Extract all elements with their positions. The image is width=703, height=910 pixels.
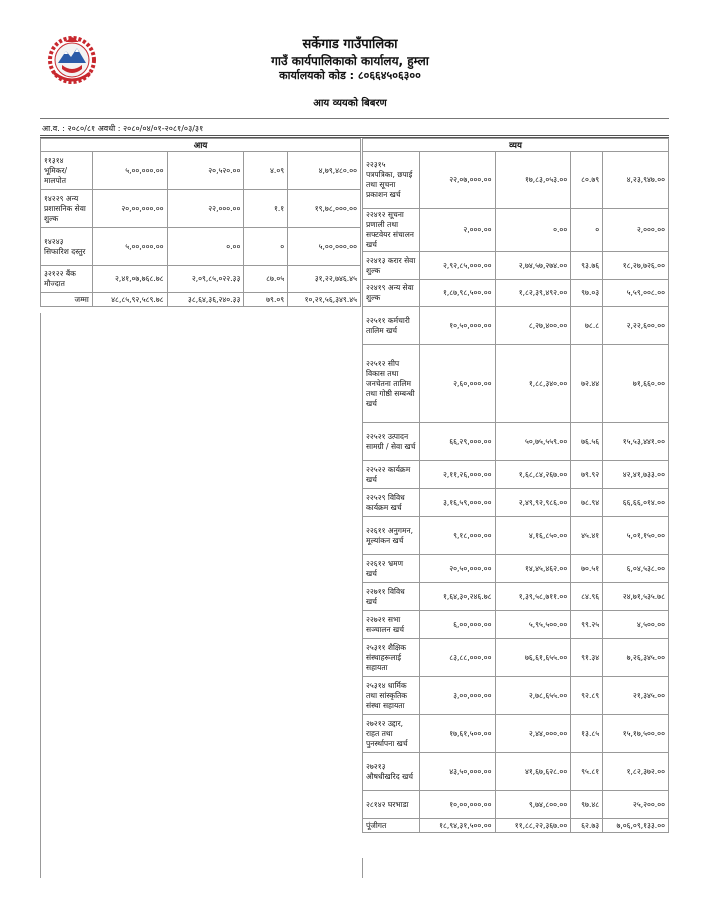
balance-cell: ५,००,०००.००: [288, 228, 361, 266]
row-label: २२६१२ भ्रमण खर्च: [363, 555, 420, 583]
actual-cell: ५०,७५,५५९.००: [495, 423, 571, 461]
total-label: जम्मा: [41, 293, 93, 307]
actual-cell: ४,१६,८५०.००: [495, 517, 571, 555]
expense-total-row: [363, 819, 669, 833]
balance-cell: २,०००.००: [603, 209, 669, 252]
actual-cell: २०,५२०.००: [167, 152, 244, 190]
actual-cell: ७६,६१,६५५.००: [495, 639, 571, 677]
table-row: [363, 715, 669, 753]
expense-heading-row: [363, 139, 669, 152]
balance-cell: ३१,२२,७४६.४५: [288, 266, 361, 293]
nepal-government-emblem-icon: [46, 33, 98, 85]
table-row: [363, 280, 669, 307]
percent-cell: ९१.३४: [571, 639, 603, 677]
balance-cell: ४,२३,९४७.००: [603, 152, 669, 209]
balance-cell: ४२,४१,७३३.००: [603, 461, 669, 489]
actual-cell: ११,८८,२२,३६७.००: [495, 819, 571, 833]
budget-cell: ९,१८,०००.००: [419, 517, 495, 555]
section-border: [40, 313, 41, 878]
percent-cell: ८७.०५: [244, 266, 288, 293]
actual-cell: २,४९,९२,९८६.००: [495, 489, 571, 517]
balance-cell: ४,५००.००: [603, 611, 669, 639]
table-row: [363, 345, 669, 423]
percent-cell: ९३.७६: [571, 252, 603, 280]
budget-cell: २२,०७,०००.००: [419, 152, 495, 209]
table-row: [41, 190, 361, 228]
budget-cell: १,८७,९८,५००.००: [419, 280, 495, 307]
actual-cell: १,३९,५८,७११.००: [495, 583, 571, 611]
actual-cell: १७,८३,०५३.००: [495, 152, 571, 209]
budget-cell: २,६०,०००.००: [419, 345, 495, 423]
balance-cell: ५,०१,१५०.००: [603, 517, 669, 555]
section-border: [362, 858, 363, 878]
balance-cell: ७१,६६०.००: [603, 345, 669, 423]
table-row: [41, 152, 361, 190]
percent-cell: ९२.८९: [571, 677, 603, 715]
total-label: पूंजीगत: [363, 819, 420, 833]
budget-cell: १८,९४,३१,५००.००: [419, 819, 495, 833]
table-row: [363, 489, 669, 517]
row-label: २२७२१ सभा सञ्चालन खर्च: [363, 611, 420, 639]
income-heading-row: [41, 139, 361, 152]
table-row: [41, 228, 361, 266]
office-name: गाउँ कार्यपालिकाको कार्यालय, हुम्ला: [271, 54, 429, 68]
budget-cell: २,११,२६,०००.००: [419, 461, 495, 489]
row-label: २२५२२ कार्यक्रम खर्च: [363, 461, 420, 489]
percent-cell: ७८.९४: [571, 489, 603, 517]
table-row: [363, 555, 669, 583]
row-label: २२५११ कर्मचारी तालिम खर्च: [363, 307, 420, 345]
table-row: [363, 461, 669, 489]
row-label: २२७११ विविध खर्च: [363, 583, 420, 611]
balance-cell: २५,२००.००: [603, 791, 669, 819]
percent-cell: ७६.५६: [571, 423, 603, 461]
budget-cell: १७,६१,५००.००: [419, 715, 495, 753]
table-row: [363, 611, 669, 639]
table-row: [363, 307, 669, 345]
municipality-name: सर्केगाड गाउँपालिका: [302, 37, 398, 52]
percent-cell: ४५.४१: [571, 517, 603, 555]
percent-cell: ०: [571, 209, 603, 252]
budget-cell: ३,००,०००.००: [419, 677, 495, 715]
budget-cell: २,९२,८५,०००.००: [419, 252, 495, 280]
table-row: [363, 753, 669, 791]
balance-cell: २,२२,६००.००: [603, 307, 669, 345]
balance-cell: १८,२७,७२६.००: [603, 252, 669, 280]
table-row: [363, 517, 669, 555]
actual-cell: ४१,६७,६२८.००: [495, 753, 571, 791]
actual-cell: ८,२७,४००.००: [495, 307, 571, 345]
percent-cell: ६२.७३: [571, 819, 603, 833]
balance-cell: १५,१७,५००.००: [603, 715, 669, 753]
actual-cell: २,७४,५७,२७४.००: [495, 252, 571, 280]
budget-cell: १०,००,०००.००: [419, 791, 495, 819]
row-label: २२४१९ अन्य सेवा शुल्क: [363, 280, 420, 307]
row-label: २२४१२ सूचना प्रणाली तथा सफ्टवेयर संचालन खर्च: [363, 209, 420, 252]
balance-cell: ७,०६,०९,१३३.००: [603, 819, 669, 833]
percent-cell: ७२.४४: [571, 345, 603, 423]
percent-cell: ९७.४८: [571, 791, 603, 819]
budget-cell: ६,००,०००.००: [419, 611, 495, 639]
row-label: २२६११ अनुगमन, मूल्यांकन खर्च: [363, 517, 420, 555]
budget-cell: ५,००,०००.००: [92, 228, 167, 266]
percent-cell: ९७.०३: [571, 280, 603, 307]
row-label: २२४१३ करार सेवा शुल्क: [363, 252, 420, 280]
balance-cell: २१,३४५.००: [603, 677, 669, 715]
actual-cell: १,८८,३४०.००: [495, 345, 571, 423]
row-label: ३२१२२ बैंक मौज्दात: [41, 266, 93, 293]
table-row: [363, 152, 669, 209]
actual-cell: २,७८,६५५.००: [495, 677, 571, 715]
actual-cell: ९,७४,८००.००: [495, 791, 571, 819]
table-row: [363, 423, 669, 461]
fiscal-period: आ.व. : २०८०/८१ अवधी : २०८०/०४/०१-२०८१/०३/३१: [42, 124, 204, 133]
budget-cell: ३,१६,५९,०००.००: [419, 489, 495, 517]
income-heading: आय: [41, 139, 361, 152]
row-label: २२५१२ सीप विकास तथा जनचेतना तालिम तथा गोष्ठी सम्बन्धी खर्च: [363, 345, 420, 423]
row-label: २२३१५ पत्रपत्रिका, छपाई तथा सूचना प्रकाशन खर्च: [363, 152, 420, 209]
table-row: [363, 583, 669, 611]
actual-cell: २,०९,८५,०२२.३३: [167, 266, 244, 293]
percent-cell: ७८.८: [571, 307, 603, 345]
row-label: २२५२१ उत्पादन सामग्री / सेवा खर्च: [363, 423, 420, 461]
budget-cell: २०,००,०००.००: [92, 190, 167, 228]
budget-cell: २०,५०,०००.००: [419, 555, 495, 583]
row-label: १४२२९ अन्य प्रशासनिक सेवा शुल्क: [41, 190, 93, 228]
balance-cell: १०,२१,५६,३४९.४५: [288, 293, 361, 307]
table-row: [363, 252, 669, 280]
divider: [40, 118, 669, 119]
budget-cell: ५,००,०००.००: [92, 152, 167, 190]
row-label: १४२४३ सिफारिश दस्तुर: [41, 228, 93, 266]
percent-cell: ७९.९२: [571, 461, 603, 489]
percent-cell: ९९.२५: [571, 611, 603, 639]
actual-cell: ३८,६४,३६,२४०.३३: [167, 293, 244, 307]
row-label: २७२१३ औषधीखरिद खर्च: [363, 753, 420, 791]
table-row: [41, 266, 361, 293]
actual-cell: १,८२,३९,४९२.००: [495, 280, 571, 307]
row-label: २२५२९ विविध कार्यक्रम खर्च: [363, 489, 420, 517]
budget-cell: २,०००.००: [419, 209, 495, 252]
balance-cell: ६,०४,५३८.००: [603, 555, 669, 583]
expense-heading: व्यय: [363, 139, 669, 152]
balance-cell: १९,७८,०००.००: [288, 190, 361, 228]
report-header: [0, 0, 703, 118]
percent-cell: ८०.७९: [571, 152, 603, 209]
row-label: २५३१४ धार्मिक तथा सांस्कृतिक संस्था सहायता: [363, 677, 420, 715]
budget-cell: २,४१,०७,७६८.७८: [92, 266, 167, 293]
percent-cell: १३.८५: [571, 715, 603, 753]
balance-cell: ६६,६६,०१४.००: [603, 489, 669, 517]
income-total-row: [41, 293, 361, 307]
percent-cell: ७०.५१: [571, 555, 603, 583]
actual-cell: १,६८,८४,२६७.००: [495, 461, 571, 489]
office-code: कार्यालयको कोड : ८०६६४५०६३००: [279, 69, 421, 82]
budget-cell: ४३,५०,०००.००: [419, 753, 495, 791]
balance-cell: ७,२६,३४५.००: [603, 639, 669, 677]
percent-cell: ७९.०९: [244, 293, 288, 307]
balance-cell: १५,५३,४४१.००: [603, 423, 669, 461]
actual-cell: २,४४,०००.००: [495, 715, 571, 753]
percent-cell: १.१: [244, 190, 288, 228]
balance-cell: ५,५९,००८.००: [603, 280, 669, 307]
budget-cell: ८३,८८,०००.००: [419, 639, 495, 677]
actual-cell: २२,०००.००: [167, 190, 244, 228]
divider: [40, 135, 669, 136]
table-row: [363, 677, 669, 715]
row-label: २५३११ शैक्षिक संस्थाहरूलाई सहायता: [363, 639, 420, 677]
row-label: ११३१४ भूमिकर/ मालपोत: [41, 152, 93, 190]
actual-cell: ०.००: [167, 228, 244, 266]
balance-cell: १,८२,३७२.००: [603, 753, 669, 791]
actual-cell: ०.००: [495, 209, 571, 252]
expense-table: [362, 138, 669, 833]
budget-cell: ६६,२९,०००.००: [419, 423, 495, 461]
actual-cell: १४,४५,४६२.००: [495, 555, 571, 583]
table-row: [363, 209, 669, 252]
actual-cell: ५,९५,५००.००: [495, 611, 571, 639]
percent-cell: ४.०९: [244, 152, 288, 190]
balance-cell: २४,७१,५३५.७८: [603, 583, 669, 611]
income-table: [40, 138, 361, 307]
budget-cell: ४८,८५,९२,५८९.७८: [92, 293, 167, 307]
percent-cell: ९५.८१: [571, 753, 603, 791]
percent-cell: ०: [244, 228, 288, 266]
row-label: २७२१२ उद्दार, राहत तथा पुनर्स्थापना खर्च: [363, 715, 420, 753]
report-title: आय व्ययको बिबरण: [313, 98, 387, 109]
table-row: [363, 791, 669, 819]
balance-cell: ४,७९,४८०.००: [288, 152, 361, 190]
budget-cell: १०,५०,०००.००: [419, 307, 495, 345]
budget-cell: १,६४,३०,२४६.७८: [419, 583, 495, 611]
table-row: [363, 639, 669, 677]
percent-cell: ८४.९६: [571, 583, 603, 611]
row-label: २८१४२ घरभाडा: [363, 791, 420, 819]
